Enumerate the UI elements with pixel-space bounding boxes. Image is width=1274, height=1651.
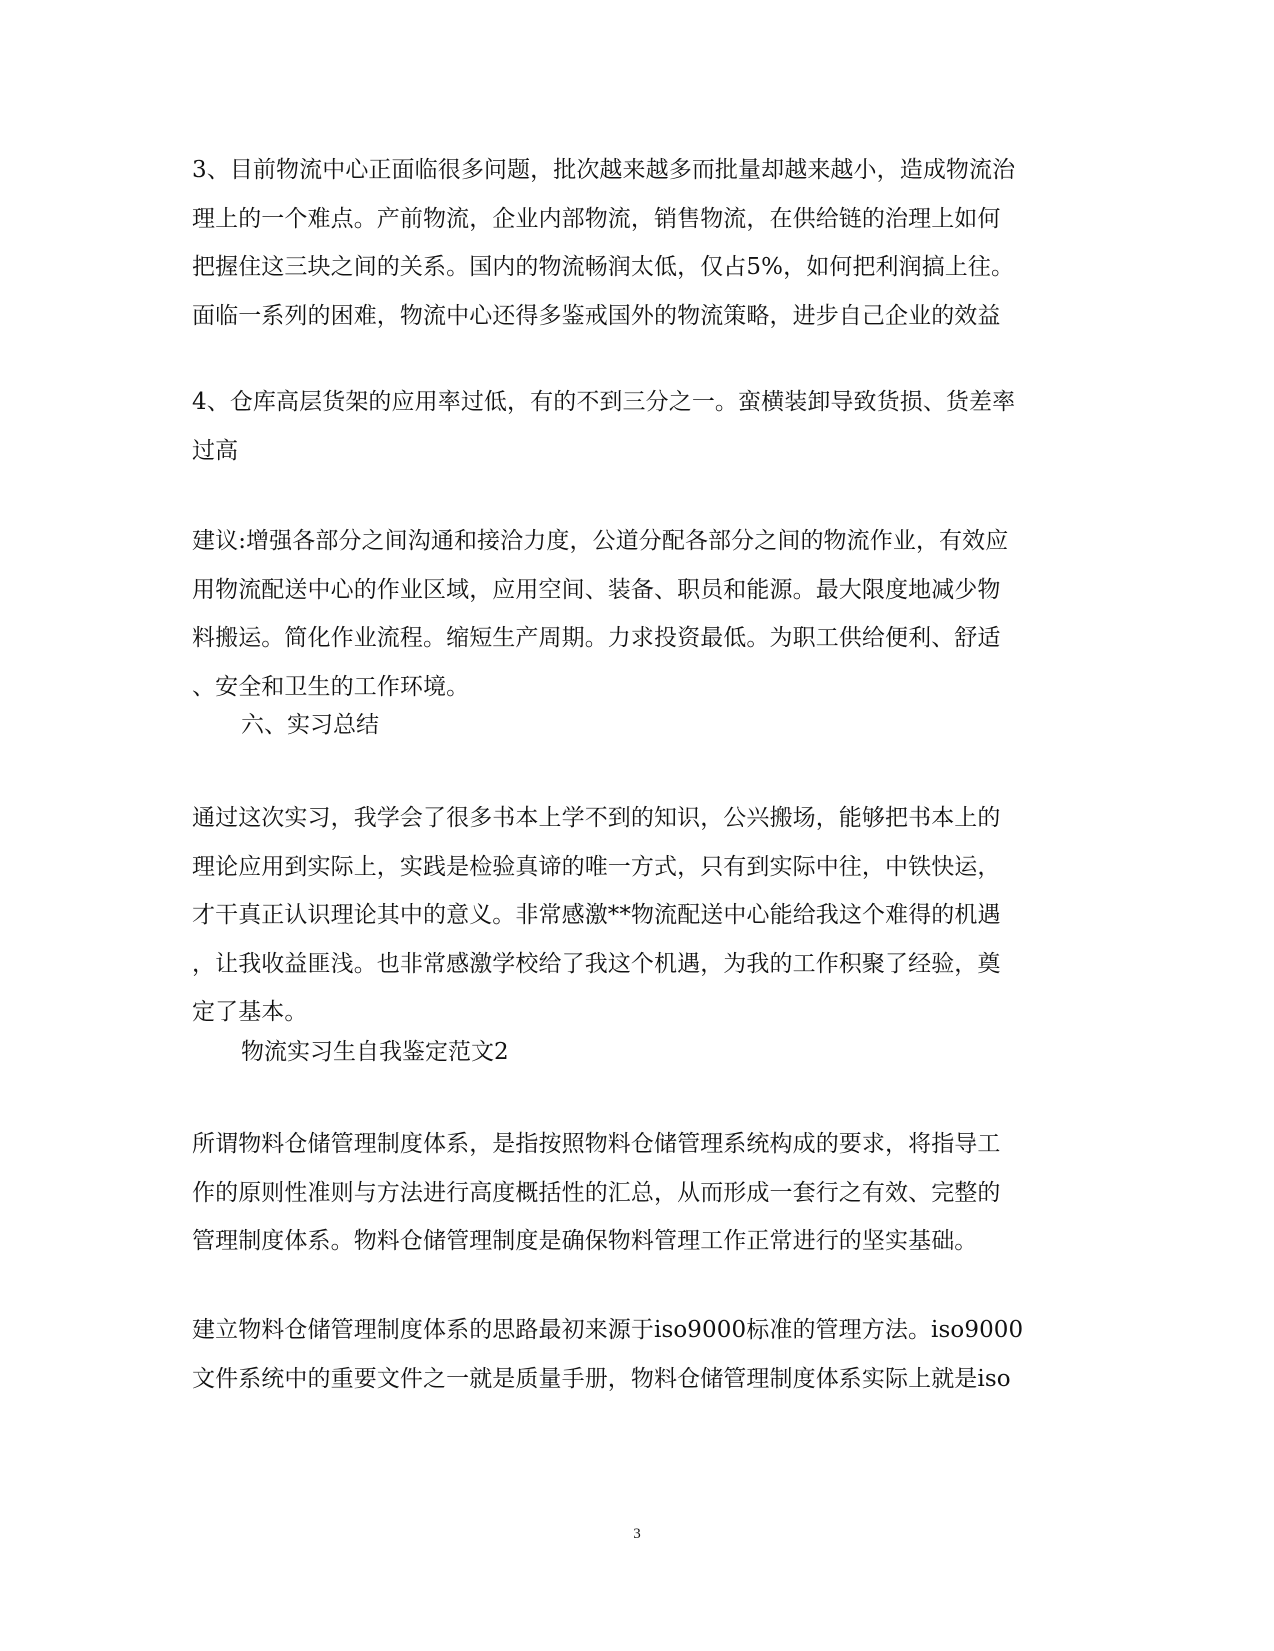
text-line: 建议:增强各部分之间沟通和接洽力度，公道分配各部分之间的物流作业，有效应 xyxy=(192,528,1009,554)
text-line: 作的原则性准则与方法进行高度概括性的汇总，从而形成一套行之有效、完整的 xyxy=(192,1179,1001,1206)
text-line: 把握住这三块之间的关系。国内的物流畅润太低，仅占5%，如何把利润搞上往。 xyxy=(192,254,1015,280)
text-line: 文件系统中的重要文件之一就是质量手册，物料仓储管理制度体系实际上就是iso xyxy=(192,1365,1011,1392)
text-line: 建立物料仓储管理制度体系的思路最初来源于iso9000标准的管理方法。iso9000 xyxy=(192,1317,1024,1343)
text-line: 理上的一个难点。产前物流，企业内部物流，销售物流，在供给链的治理上如何 xyxy=(192,205,1001,232)
text-line: ，让我收益匪浅。也非常感激学校给了我这个机遇，为我的工作积聚了经验，奠 xyxy=(192,950,1001,977)
text-line: 面临一系列的困难，物流中心还得多鉴戒国外的物流策略，进步自己企业的效益 xyxy=(192,302,1001,329)
text-line: 理论应用到实际上，实践是检验真谛的唯一方式，只有到实际中往，中铁快运， xyxy=(192,853,1001,880)
text-line: 、安全和卫生的工作环境。 xyxy=(192,673,470,700)
text-line: 管理制度体系。物料仓储管理制度是确保物料管理工作正常进行的坚实基础。 xyxy=(192,1228,978,1254)
paragraph-suggestion xyxy=(192,517,1082,711)
text-line: 所谓物料仓储管理制度体系，是指按照物料仓储管理系统构成的要求，将指导工 xyxy=(192,1131,1001,1157)
section-heading-sample2: 物流实习生自我鉴定范文2 xyxy=(241,1039,509,1065)
paragraph-warehouse xyxy=(192,378,1082,475)
paragraph-management-system xyxy=(192,1120,1082,1266)
paragraph-summary xyxy=(192,794,1082,1037)
text-line: 料搬运。简化作业流程。缩短生产周期。力求投资最低。为职工供给便利、舒适 xyxy=(192,625,1001,651)
paragraph-problems xyxy=(192,146,1082,340)
text-line: 3、目前物流中心正面临很多问题，批次越来越多而批量却越来越小，造成物流治 xyxy=(192,157,1016,183)
section-heading-summary: 六、实习总结 xyxy=(241,712,379,738)
page-number: 3 xyxy=(633,1526,641,1542)
text-line: 才干真正认识理论其中的意义。非常感激**物流配送中心能给我这个难得的机遇 xyxy=(192,902,1001,928)
text-line: 过高 xyxy=(192,437,239,464)
text-line: 定了基本。 xyxy=(192,999,308,1025)
text-line: 4、仓库高层货架的应用率过低，有的不到三分之一。蛮横装卸导致货损、货差率 xyxy=(192,389,1016,415)
text-line: 通过这次实习，我学会了很多书本上学不到的知识，公兴搬场，能够把书本上的 xyxy=(192,805,1001,831)
text-line: 用物流配送中心的作业区域，应用空间、装备、职员和能源。最大限度地减少物 xyxy=(192,576,1001,603)
paragraph-iso9000 xyxy=(192,1306,1082,1403)
